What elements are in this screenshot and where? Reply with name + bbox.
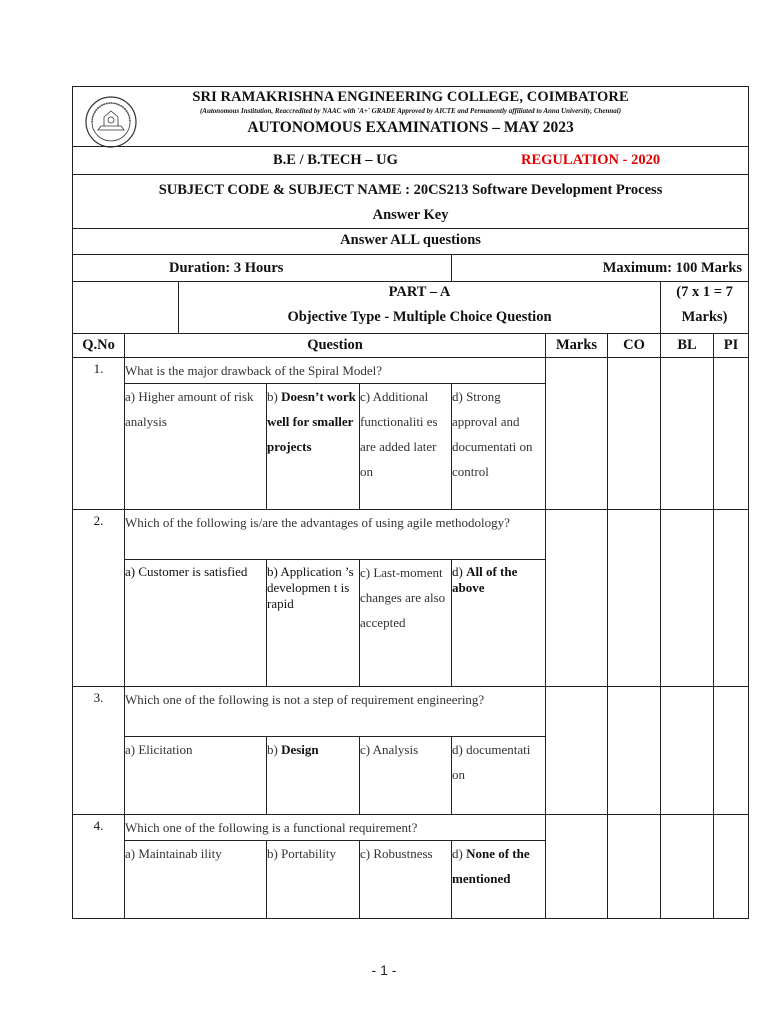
col-co: CO [608,334,661,358]
option-d: d) All of the above [452,560,546,687]
page-number: - 1 - [371,962,397,978]
col-pi: PI [714,334,749,358]
option-a: a) Maintainab ility [125,841,267,919]
option-b: b) Design [267,737,360,815]
part-label: PART – A [388,284,451,300]
regulation-label: REGULATION - 2020 [521,152,661,168]
co-cell [608,687,661,815]
answer-key-label: Answer Key [372,207,449,223]
option-a: a) Customer is satisfied [125,560,267,687]
option-b: b) Application ’s developmen t is rapid [267,560,360,687]
option-c: c) Robustness [360,841,452,919]
option-b: b) Portability [267,841,360,919]
marks-cell [546,510,608,687]
pi-cell [714,358,749,510]
pi-cell [714,815,749,919]
duration-label: Duration: 3 Hours [73,255,452,282]
question-text: What is the major drawback of the Spiral Model? [125,358,546,384]
marks-cell [546,687,608,815]
exam-title-block [73,87,749,147]
co-cell [608,358,661,510]
exam-table [72,86,749,919]
bl-cell [661,510,714,687]
option-d: d) None of the mentioned [452,841,546,919]
marks-cell [546,358,608,510]
pi-cell [714,687,749,815]
question-row [73,510,749,560]
option-d: d) documentati on [452,737,546,815]
question-row [73,687,749,737]
question-number: 2. [73,510,125,687]
part-spacer [73,282,179,334]
bl-cell [661,358,714,510]
column-header-row [73,334,749,358]
part-marks [661,282,749,334]
question-row [73,358,749,384]
pi-cell [714,510,749,687]
question-text: Which one of the following is not a step of requirement engineering? [125,687,546,737]
col-qno: Q.No [73,334,125,358]
option-a: a) Higher amount of risk analysis [125,384,267,510]
col-question: Question [125,334,546,358]
question-number: 4. [73,815,125,919]
co-cell [608,510,661,687]
marks-cell [546,815,608,919]
question-text: Which of the following is/are the advantages of using agile methodology? [125,510,546,560]
option-c: c) Additional functionaliti es are added later on [360,384,452,510]
degree-label: B.E / B.TECH – UG [273,152,398,168]
college-affiliation: (Autonomous Institution, Reaccredited by NAAC with 'A+' GRADE Approved by AICTE and Permanently affiliated to Anna University, Chennai) [199,107,622,115]
max-marks-label: Maximum: 100 Marks [452,255,749,282]
co-cell [608,815,661,919]
exam-title: AUTONOMOUS EXAMINATIONS – MAY 2023 [247,119,574,136]
part-marks-line-2: Marks) [681,309,728,325]
question-number: 1. [73,358,125,510]
part-title: Objective Type - Multiple Choice Question [287,309,552,325]
part-marks-line-1: (7 x 1 = 7 [676,284,733,300]
bl-cell [661,687,714,815]
option-d: d) Strong approval and documentati on control [452,384,546,510]
question-text: Which one of the following is a functional requirement? [125,815,546,841]
bl-cell [661,815,714,919]
option-c: c) Last-moment changes are also accepted [360,560,452,687]
degree-row [73,147,749,175]
instruction-row: Answer ALL questions [73,229,749,255]
part-heading [179,282,661,334]
subject-line: SUBJECT CODE & SUBJECT NAME : 20CS213 Software Development Process [158,182,663,198]
option-b: b) Doesn’t work well for smaller projects [267,384,360,510]
college-name: SRI RAMAKRISHNA ENGINEERING COLLEGE, COIMBATORE [192,89,629,105]
option-a: a) Elicitation [125,737,267,815]
col-bl: BL [661,334,714,358]
col-marks: Marks [546,334,608,358]
option-c: c) Analysis [360,737,452,815]
question-number: 3. [73,687,125,815]
question-row [73,815,749,841]
subject-block [73,175,749,229]
